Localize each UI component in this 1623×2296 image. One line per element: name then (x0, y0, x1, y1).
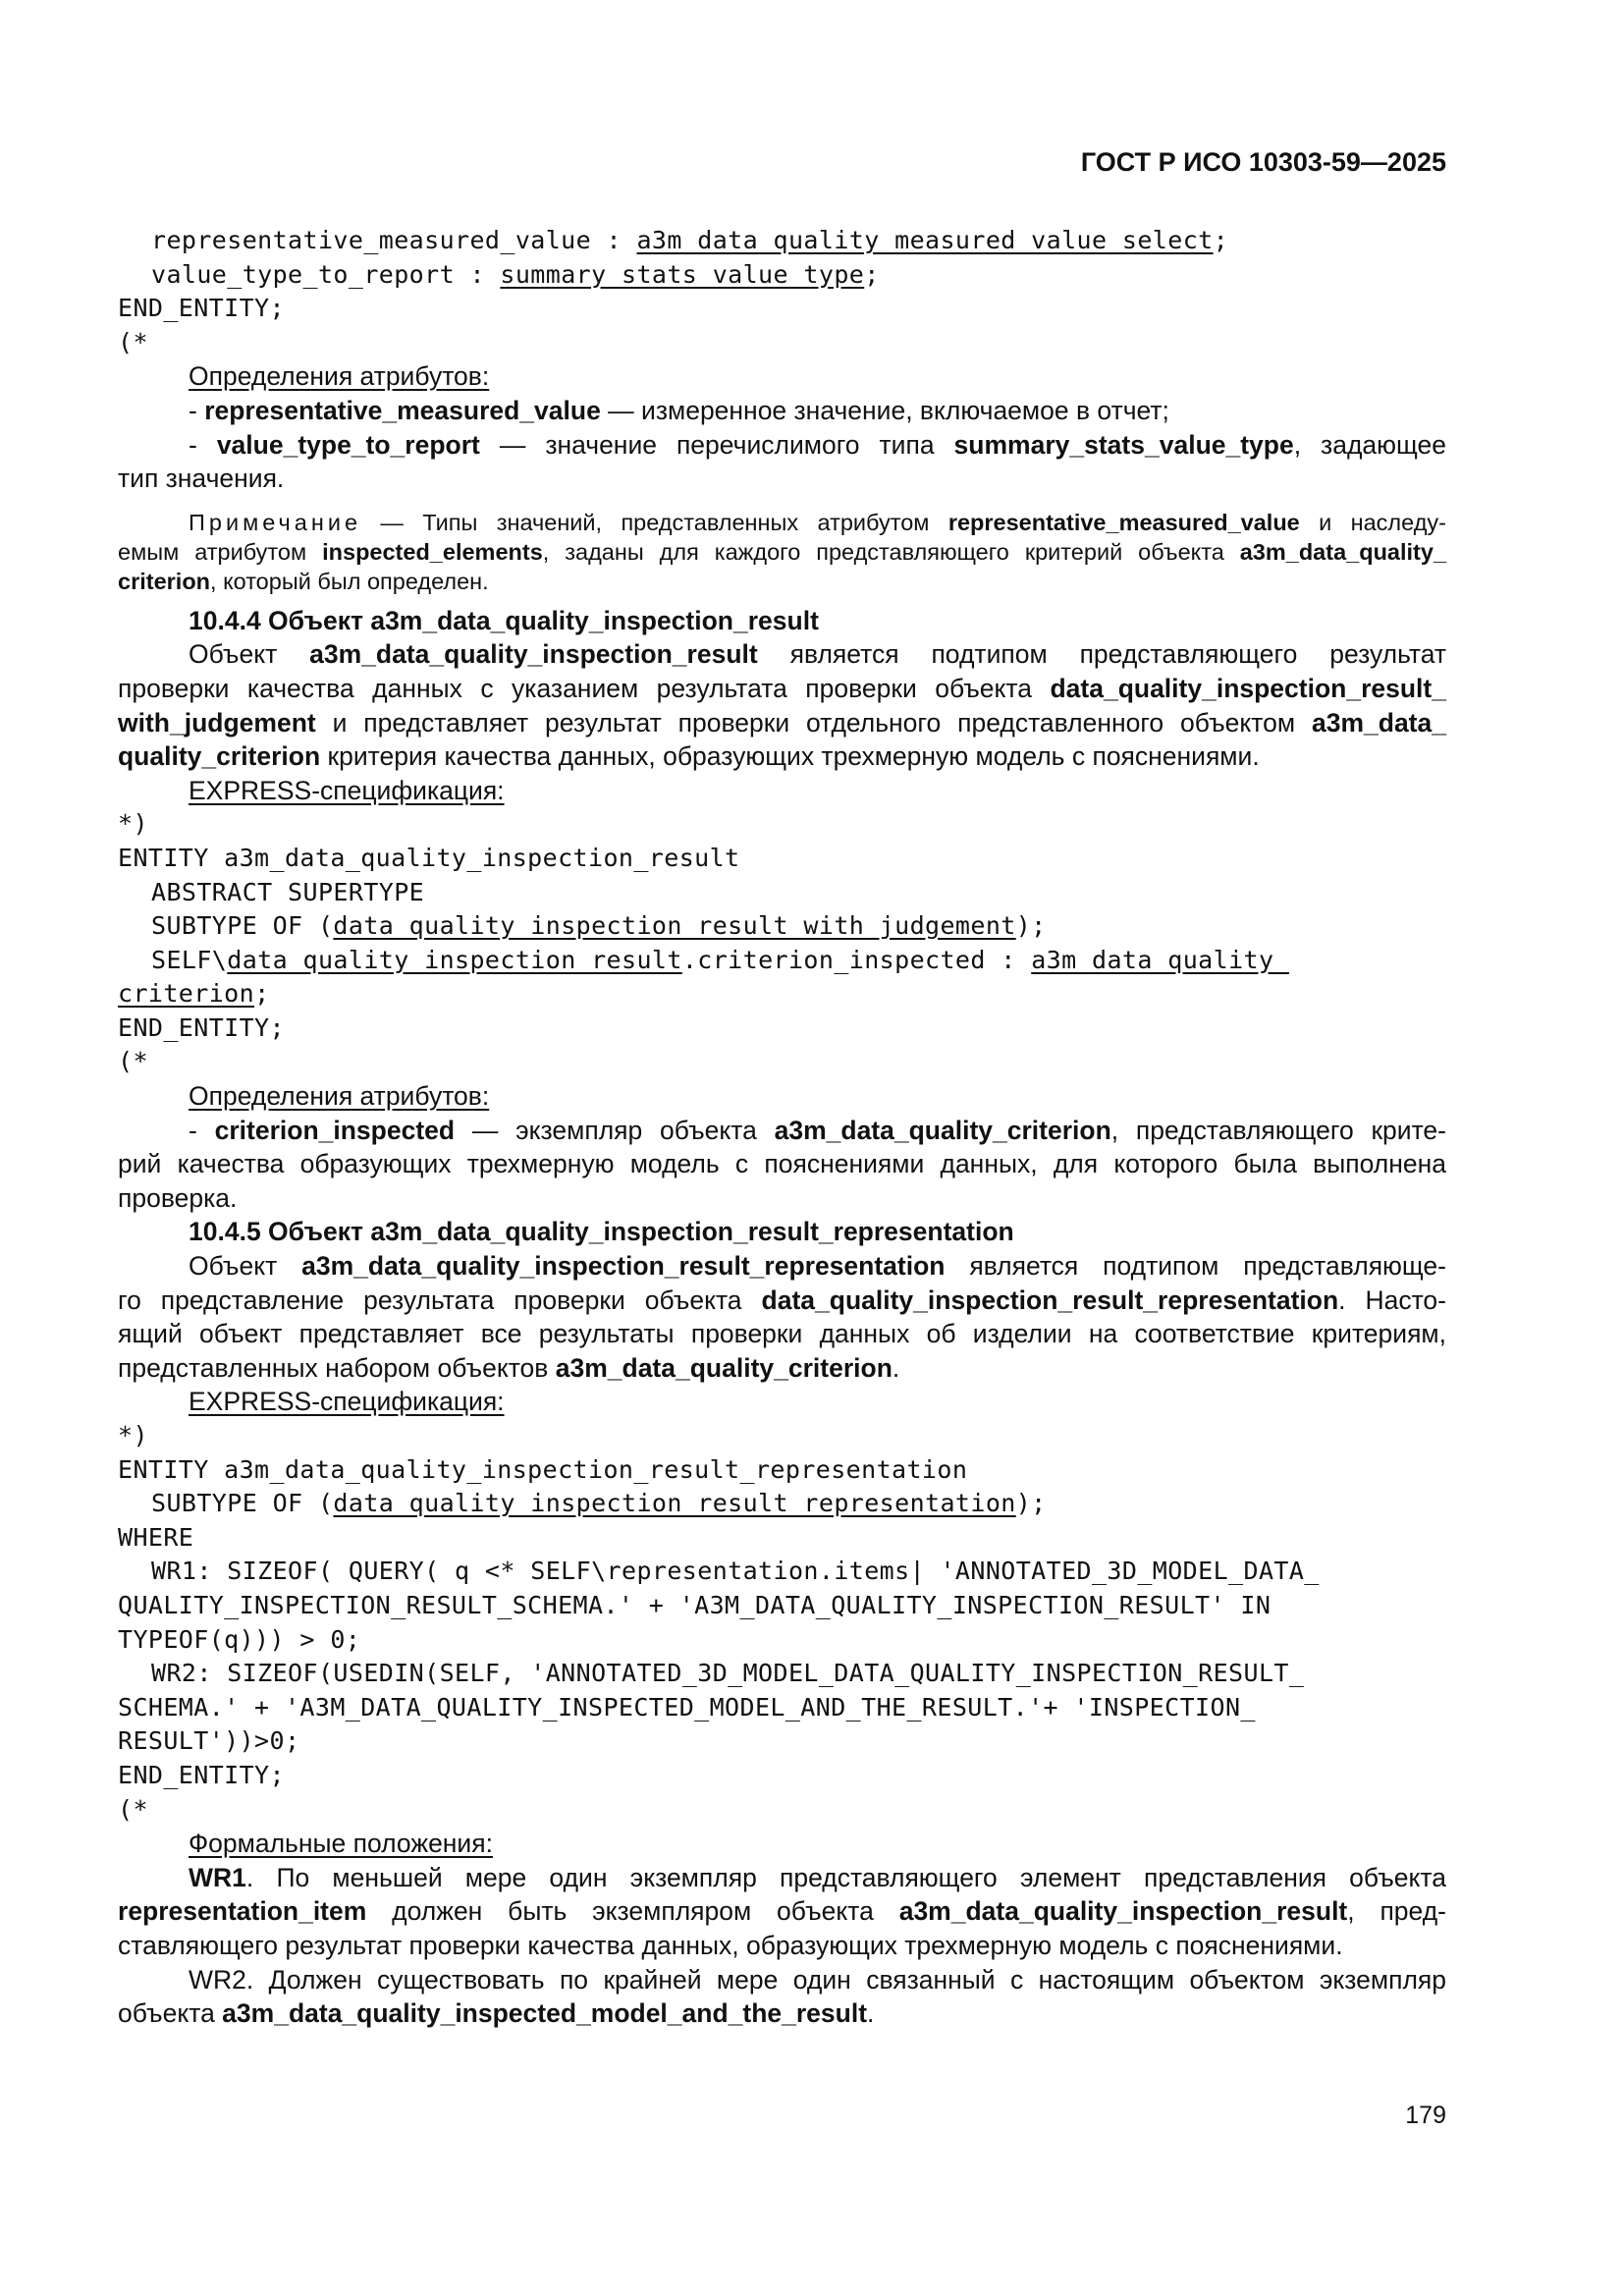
code-where: WHERE (118, 1522, 194, 1552)
definition-text: , задающее (1293, 429, 1447, 460)
code-wr1-cont: TYPEOF(q))) > 0; (118, 1624, 361, 1654)
note-line (118, 508, 1446, 537)
formal-heading-text: Формальные положения: (189, 1829, 493, 1859)
definition-continuation: проверка. (118, 1182, 238, 1213)
defs-heading (118, 359, 1446, 394)
para-text: объекта (118, 1998, 223, 2029)
note-line (118, 537, 1446, 567)
para-text: . (867, 1998, 875, 2029)
para-text: Объект (189, 1251, 302, 1282)
term: a3m_data_quality_inspection_result_representation (301, 1251, 946, 1282)
para-text: . По меньшей мере один экземпляр представляющего элемент представления объекта (245, 1862, 1446, 1892)
code-text: SELF\ (151, 945, 228, 974)
paragraph-line (118, 739, 1446, 774)
code-wr2: WR2: SIZEOF(USEDIN(SELF, 'ANNOTATED_3D_MODEL_DATA_QUALITY_INSPECTION_RESULT_ (151, 1659, 1305, 1688)
term: data_quality_inspection_result_representation (761, 1285, 1339, 1315)
page-number: 179 (1405, 2102, 1446, 2129)
term: criterion (118, 568, 211, 594)
para-text: . Насто- (1338, 1285, 1446, 1315)
code-text: ); (1015, 911, 1047, 941)
paragraph-line (118, 706, 1446, 740)
code-type-ref[interactable]: data_quality_inspection_result_with_judgement (333, 911, 1016, 941)
definition-item (118, 394, 1446, 428)
code-text: SUBTYPE OF ( (151, 911, 334, 941)
term: a3m_data_ (1311, 707, 1446, 738)
code-type-ref[interactable]: summary_stats_value_type (500, 259, 865, 289)
definition-continuation: тип значения. (118, 464, 285, 494)
para-text: является подтипом представляющего результат (757, 639, 1446, 670)
code-entity: ENTITY a3m_data_quality_inspection_result (118, 843, 740, 872)
code-self (118, 944, 1446, 978)
code-comment-open: (* (118, 327, 148, 356)
term: data_quality_inspection_result_ (1050, 673, 1446, 703)
code-attr-name: representative_measured_value (151, 226, 592, 254)
code-type-ref[interactable]: data_quality_inspection_result_representation (333, 1489, 1016, 1518)
section-heading-10-4-4 (118, 604, 1446, 638)
paragraph-line (118, 1249, 1446, 1284)
code-wr1-cont: QUALITY_INSPECTION_RESULT_SCHEMA.' + 'A3M_DATA_QUALITY_INSPECTION_RESULT' IN (118, 1590, 1271, 1619)
para-text: критерия качества данных, образующих трехмерную модель с пояснениями. (320, 741, 1260, 772)
code-attr-line (118, 224, 1446, 258)
definition-text: — значение перечислимого типа (479, 429, 954, 460)
express-heading-text: EXPRESS-спецификация: (189, 775, 505, 805)
code-entity: ENTITY a3m_data_quality_inspection_result_representation (118, 1454, 968, 1484)
note-line (118, 567, 1446, 596)
express-heading (118, 1385, 1446, 1419)
formal-heading (118, 1827, 1446, 1861)
code-wr2-cont: RESULT'))>0; (118, 1726, 300, 1756)
definition-item (118, 428, 1446, 463)
paragraph-line: ящий объект представляет все результаты проверки данных об изделии на соответствие критериям, (118, 1319, 1446, 1349)
para-text: , пред- (1347, 1896, 1446, 1927)
formal-item (118, 1894, 1446, 1929)
term: a3m_data_quality_criterion (555, 1352, 893, 1383)
formal-item (118, 1861, 1446, 1895)
paragraph-line (118, 1351, 1446, 1386)
code-comment-open: (* (118, 1794, 148, 1824)
term: representative_measured_value (947, 509, 1300, 535)
code-wr2-cont: SCHEMA.' + 'A3M_DATA_QUALITY_INSPECTED_MODEL_AND_THE_RESULT.'+ 'INSPECTION_ (118, 1692, 1256, 1722)
code-abstract: ABSTRACT SUPERTYPE (151, 877, 425, 906)
express-heading (118, 774, 1446, 808)
defs-heading-text: Определения атрибутов: (189, 361, 490, 392)
formal-item: WR2. Должен существовать по крайней мере один связанный с настоящим объектом экземпляр (189, 1964, 1446, 1995)
para-text: и представляет результат проверки отдельного представленного объектом (315, 707, 1312, 738)
note-label: Примечание (189, 509, 362, 535)
code-end-entity: END_ENTITY; (118, 294, 285, 323)
code-attr-name: value_type_to_report (151, 259, 456, 289)
page-content (118, 224, 1446, 2031)
code-sep: : (591, 226, 637, 254)
code-type-ref[interactable]: criterion (118, 979, 255, 1009)
code-text: SUBTYPE OF ( (151, 1489, 334, 1518)
term: value_type_to_report (216, 429, 480, 460)
code-end-entity: END_ENTITY; (118, 1012, 285, 1042)
term: inspected_elements (322, 538, 543, 565)
code-text: ; (254, 979, 270, 1009)
para-text: Объект (189, 639, 310, 670)
para-text: го представление результата проверки объекта (118, 1285, 762, 1315)
paragraph-line (118, 1284, 1446, 1318)
definition-text: — экземпляр объекта (455, 1115, 775, 1145)
express-heading-text: EXPRESS-спецификация: (189, 1387, 505, 1417)
para-text: является подтипом представляюще- (945, 1251, 1446, 1282)
para-text: . (892, 1352, 900, 1383)
section-heading-text: 10.4.5 Объект a3m_data_quality_inspection_result_representation (189, 1217, 1014, 1247)
term: a3m_data_quality_inspected_model_and_the_result (222, 1998, 868, 2029)
term: representative_measured_value (204, 395, 601, 425)
code-comment-close: *) (118, 809, 148, 839)
dash: - (189, 395, 205, 425)
section-heading-text: 10.4.4 Объект a3m_data_quality_inspection_result (189, 605, 819, 635)
code-attr-line (118, 258, 1446, 293)
defs-heading-text: Определения атрибутов: (189, 1081, 490, 1112)
code-sep: : (455, 259, 501, 289)
term: a3m_data_quality_criterion (774, 1115, 1111, 1145)
code-text: .criterion_inspected : (681, 945, 1032, 974)
definition-continuation: рий качества образующих трехмерную модель с пояснениями данных, для которого была выполнена (118, 1149, 1446, 1179)
note-text: — Типы значений, представленных атрибутом (361, 509, 948, 535)
code-type-ref[interactable]: data_quality_inspection_result (227, 945, 682, 974)
rule-label: WR1 (189, 1862, 246, 1892)
code-semicolon: ; (1213, 226, 1229, 254)
code-text: ); (1015, 1489, 1047, 1518)
term: a3m_data_quality_inspection_result (898, 1896, 1348, 1927)
page-header-standard: ГОСТ Р ИСО 10303-59—2025 (1080, 147, 1446, 177)
code-subtype (118, 1487, 1446, 1521)
term: a3m_data_quality_ (1239, 538, 1447, 565)
definition-text: — измеренное значение, включаемое в отчет; (600, 395, 1169, 425)
definition-text: , представляющего крите- (1110, 1115, 1446, 1145)
code-comment-open: (* (118, 1047, 148, 1076)
formal-item: ставляющего результат проверки качества данных, образующих трехмерную модель с пояснениями. (118, 1930, 1343, 1960)
paragraph-line (118, 637, 1446, 672)
note-text: , который был определен. (210, 568, 489, 594)
dash: - (189, 429, 217, 460)
term: quality_criterion (118, 741, 321, 772)
para-text: представленных набором объектов (118, 1352, 556, 1383)
term: a3m_data_quality_inspection_result (309, 639, 758, 670)
code-semicolon: ; (864, 259, 880, 289)
code-wr1: WR1: SIZEOF( QUERY( q <* SELF\representation.items| 'ANNOTATED_3D_MODEL_DATA_ (151, 1557, 1320, 1586)
code-end-entity: END_ENTITY; (118, 1760, 285, 1789)
section-heading-10-4-5 (118, 1215, 1446, 1249)
term: criterion_inspected (214, 1115, 456, 1145)
code-subtype (118, 909, 1446, 944)
note-text: , заданы для каждого представляющего критерий объекта (542, 538, 1240, 565)
dash: - (189, 1115, 215, 1145)
note-text: емым атрибутом (118, 538, 323, 565)
para-text: должен быть экземпляром объекта (366, 1896, 899, 1927)
defs-heading (118, 1079, 1446, 1114)
definition-item (118, 1114, 1446, 1148)
code-type-ref[interactable]: a3m_data_quality_measured_value_select (636, 226, 1214, 254)
note-text: и наследу- (1299, 509, 1446, 535)
code-comment-close: *) (118, 1421, 148, 1449)
term: representation_item (118, 1896, 367, 1927)
para-text: проверки качества данных с указанием результата проверки объекта (118, 673, 1051, 703)
code-self-cont (118, 977, 1446, 1011)
term: with_judgement (118, 707, 316, 738)
paragraph-line (118, 672, 1446, 706)
code-type-ref[interactable]: a3m_data_quality_ (1031, 945, 1289, 974)
formal-item (118, 1996, 1446, 2031)
term: summary_stats_value_type (953, 429, 1294, 460)
